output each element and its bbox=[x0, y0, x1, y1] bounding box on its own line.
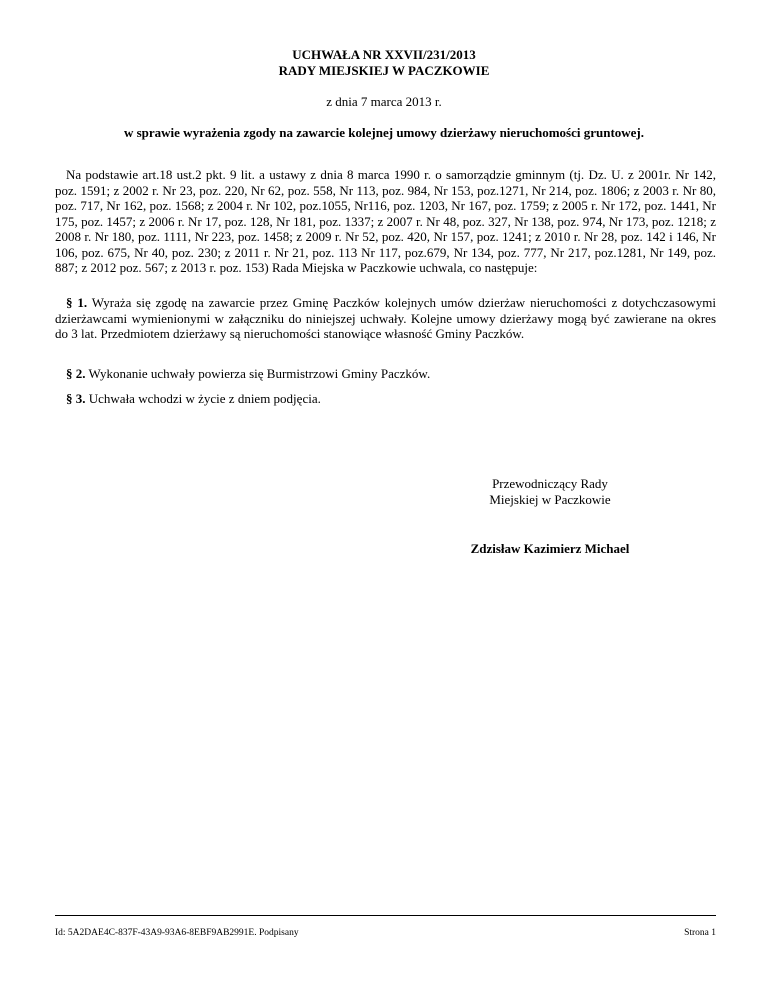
signatory-role-line1: Przewodniczący Rady bbox=[492, 476, 608, 491]
section-3 bbox=[55, 391, 716, 407]
section-2 bbox=[55, 366, 716, 382]
section-2-text: Wykonanie uchwały powierza się Burmistrzowi Gminy Paczków. bbox=[88, 366, 431, 381]
section-3-text: Uchwała wchodzi w życie z dniem podjęcia. bbox=[88, 391, 321, 406]
resolution-date: z dnia 7 marca 2013 r. bbox=[326, 94, 442, 109]
section-1-label: § 1. bbox=[66, 295, 88, 310]
section-3-label: § 3. bbox=[66, 391, 86, 406]
resolution-number: UCHWAŁA NR XXVII/231/2013 bbox=[292, 47, 476, 62]
resolution-subject: w sprawie wyrażenia zgody na zawarcie kolejnej umowy dzierżawy nieruchomości gruntowej. bbox=[123, 125, 645, 140]
section-1-text: Wyraża się zgodę na zawarcie przez Gminę Paczków kolejnych umów dzierżaw nieruchomości z dotychczasowymi dzierżawcami wymienionymi w załączniku do niniejszej uchwały. Kolejne umowy dzierżawy mogą być zawierane na okres do 3 lat. Przedmiotem dzierżawy są nieruchomości stanowiące własność Gminy Paczków. bbox=[55, 295, 716, 341]
legal-basis-paragraph: Na podstawie art.18 ust.2 pkt. 9 lit. a ustawy z dnia 8 marca 1990 r. o samorządzie gminnym (tj. Dz. U. z 2001r. Nr 142, poz. 1591; z 2002 r. Nr 23, poz. 220, Nr 62, poz. 558, Nr 113, poz. 984, Nr 153, poz.1271, Nr 214, poz. 1806; z 2003 r. Nr 80, poz. 717, Nr 162, poz. 1568; z 2004 r. Nr 102, poz.1055, Nr116, poz. 1203, Nr 167, poz. 1759; z 2005 r. Nr 172, poz. 1441, Nr 175, poz. 1457; z 2006 r. Nr 17, poz. 128, Nr 181, poz. 1337; z 2007 r. Nr 48, poz. 327, Nr 138, poz. 974, Nr 173, poz. 1218; z 2008 r. Nr 180, poz. 1111, Nr 223, poz. 1458; z 2009 r. Nr 52, poz. 420, Nr 157, poz. 1241; z 2010 r. Nr 28, poz. 142 i 146, Nr 106, poz. 675, Nr 40, poz. 230; z 2011 r. Nr 21, poz. 113 Nr 117, poz.679, Nr 134, poz. 777, Nr 217, poz.1281, Nr 149, poz. 887; z 2012 poz. 567; z 2013 r. poz. 153) Rada Miejska w Paczkowie uchwala, co następuje: bbox=[55, 167, 716, 275]
footer-divider bbox=[55, 915, 716, 916]
section-1 bbox=[55, 295, 716, 342]
council-name: RADY MIEJSKIEJ W PACZKOWIE bbox=[278, 63, 490, 78]
page-number: Strona 1 bbox=[684, 928, 716, 938]
document-id: Id: 5A2DAE4C-837F-43A9-93A6-8EBF9AB2991E. Podpisany bbox=[55, 928, 299, 938]
signatory-role-line2: Miejskiej w Paczkowie bbox=[489, 492, 611, 507]
signatory-name: Zdzisław Kazimierz Michael bbox=[470, 541, 630, 556]
section-2-label: § 2. bbox=[66, 366, 86, 381]
